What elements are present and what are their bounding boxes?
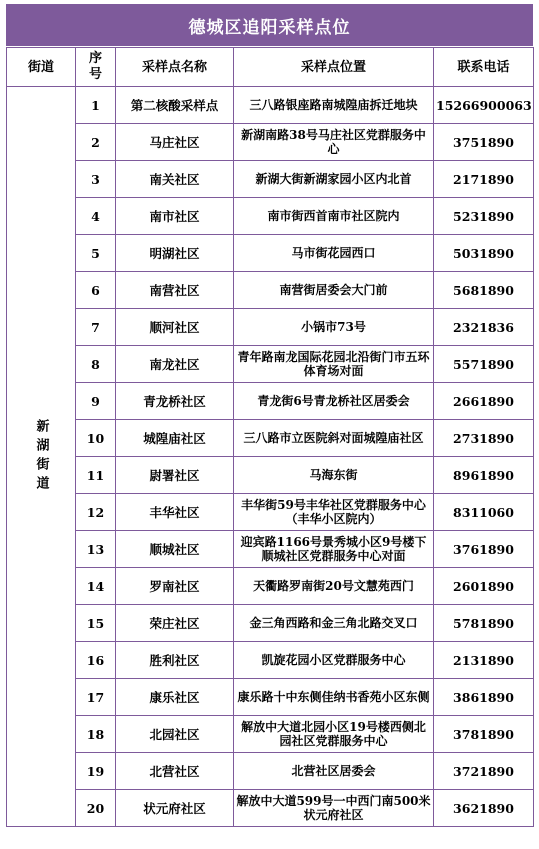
phone-number: 8311060 <box>434 494 534 531</box>
site-name: 胜利社区 <box>116 642 234 679</box>
header-site-name: 采样点名称 <box>116 48 234 87</box>
site-name: 北园社区 <box>116 716 234 753</box>
table-row <box>7 531 534 568</box>
row-index: 1 <box>76 87 116 124</box>
phone-number: 2131890 <box>434 642 534 679</box>
site-location: 北营社区居委会 <box>234 753 434 790</box>
table-row <box>7 198 534 235</box>
row-index: 3 <box>76 161 116 198</box>
row-index: 19 <box>76 753 116 790</box>
phone-number: 5231890 <box>434 198 534 235</box>
site-name: 南市社区 <box>116 198 234 235</box>
row-index: 10 <box>76 420 116 457</box>
site-name: 丰华社区 <box>116 494 234 531</box>
table-row <box>7 235 534 272</box>
row-index: 14 <box>76 568 116 605</box>
row-index: 7 <box>76 309 116 346</box>
row-index: 11 <box>76 457 116 494</box>
header-seq-line1: 序 <box>88 51 102 66</box>
site-name: 罗南社区 <box>116 568 234 605</box>
phone-number: 3761890 <box>434 531 534 568</box>
site-location: 马海东街 <box>234 457 434 494</box>
table-row <box>7 420 534 457</box>
row-index: 20 <box>76 790 116 827</box>
table-row <box>7 716 534 753</box>
site-location: 天衢路罗南街20号文慧苑西门 <box>234 568 434 605</box>
table-row <box>7 457 534 494</box>
phone-number: 2171890 <box>434 161 534 198</box>
phone-number: 2661890 <box>434 383 534 420</box>
table-row <box>7 494 534 531</box>
phone-number: 15266900063 <box>434 87 534 124</box>
phone-number: 3751890 <box>434 124 534 161</box>
site-location: 金三角西路和金三角北路交叉口 <box>234 605 434 642</box>
site-location: 凯旋花园小区党群服务中心 <box>234 642 434 679</box>
site-location: 南营街居委会大门前 <box>234 272 434 309</box>
row-index: 9 <box>76 383 116 420</box>
phone-number: 2731890 <box>434 420 534 457</box>
site-location: 三八路银座路南城隍庙拆迁地块 <box>234 87 434 124</box>
header-seq <box>76 48 116 87</box>
site-name: 南关社区 <box>116 161 234 198</box>
site-name: 顺河社区 <box>116 309 234 346</box>
row-index: 5 <box>76 235 116 272</box>
table-row <box>7 346 534 383</box>
site-location: 迎宾路1166号景秀城小区9号楼下顺城社区党群服务中心对面 <box>234 531 434 568</box>
phone-number: 3781890 <box>434 716 534 753</box>
row-index: 15 <box>76 605 116 642</box>
header-phone: 联系电话 <box>434 48 534 87</box>
table-row <box>7 568 534 605</box>
row-index: 6 <box>76 272 116 309</box>
phone-number: 5571890 <box>434 346 534 383</box>
site-name: 状元府社区 <box>116 790 234 827</box>
table-row <box>7 309 534 346</box>
row-index: 4 <box>76 198 116 235</box>
site-location: 新湖大街新湖家园小区内北首 <box>234 161 434 198</box>
phone-number: 3721890 <box>434 753 534 790</box>
site-location: 康乐路十中东侧佳纳书香苑小区东侧 <box>234 679 434 716</box>
site-location: 新湖南路38号马庄社区党群服务中心 <box>234 124 434 161</box>
row-index: 18 <box>76 716 116 753</box>
site-name: 尉署社区 <box>116 457 234 494</box>
phone-number: 2601890 <box>434 568 534 605</box>
table-row <box>7 605 534 642</box>
site-location: 解放中大道北园小区19号楼西侧北园社区党群服务中心 <box>234 716 434 753</box>
site-name: 明湖社区 <box>116 235 234 272</box>
phone-number: 5031890 <box>434 235 534 272</box>
row-index: 12 <box>76 494 116 531</box>
site-location: 青龙街6号青龙桥社区居委会 <box>234 383 434 420</box>
sampling-sites-table <box>6 47 534 827</box>
phone-number: 5681890 <box>434 272 534 309</box>
site-location: 小锅市73号 <box>234 309 434 346</box>
site-location: 南市街西首南市社区院内 <box>234 198 434 235</box>
site-location: 解放中大道599号一中西门南500米状元府社区 <box>234 790 434 827</box>
table-row <box>7 642 534 679</box>
street-cell: 新湖街道 <box>7 87 76 827</box>
table-row <box>7 87 534 124</box>
site-name: 北营社区 <box>116 753 234 790</box>
site-location: 青年路南龙国际花园北沿街门市五环体育场对面 <box>234 346 434 383</box>
row-index: 2 <box>76 124 116 161</box>
row-index: 13 <box>76 531 116 568</box>
table-row <box>7 679 534 716</box>
header-row <box>7 48 534 87</box>
row-index: 17 <box>76 679 116 716</box>
site-name: 荣庄社区 <box>116 605 234 642</box>
row-index: 8 <box>76 346 116 383</box>
table-row <box>7 790 534 827</box>
site-location: 马市街花园西口 <box>234 235 434 272</box>
header-seq-line2: 号 <box>88 67 102 82</box>
table-row <box>7 272 534 309</box>
table-row <box>7 383 534 420</box>
table-row <box>7 753 534 790</box>
site-location: 丰华街59号丰华社区党群服务中心（丰华小区院内） <box>234 494 434 531</box>
phone-number: 8961890 <box>434 457 534 494</box>
phone-number: 3861890 <box>434 679 534 716</box>
site-name: 顺城社区 <box>116 531 234 568</box>
site-name: 马庄社区 <box>116 124 234 161</box>
site-name: 城隍庙社区 <box>116 420 234 457</box>
row-index: 16 <box>76 642 116 679</box>
site-location: 三八路市立医院斜对面城隍庙社区 <box>234 420 434 457</box>
phone-number: 3621890 <box>434 790 534 827</box>
phone-number: 5781890 <box>434 605 534 642</box>
table-row <box>7 124 534 161</box>
phone-number: 2321836 <box>434 309 534 346</box>
site-name: 康乐社区 <box>116 679 234 716</box>
table-row <box>7 161 534 198</box>
site-name: 青龙桥社区 <box>116 383 234 420</box>
site-name: 第二核酸采样点 <box>116 87 234 124</box>
header-site-location: 采样点位置 <box>234 48 434 87</box>
page-title: 德城区追阳采样点位 <box>6 4 533 46</box>
site-name: 南龙社区 <box>116 346 234 383</box>
header-street: 街道 <box>7 48 76 87</box>
site-name: 南营社区 <box>116 272 234 309</box>
